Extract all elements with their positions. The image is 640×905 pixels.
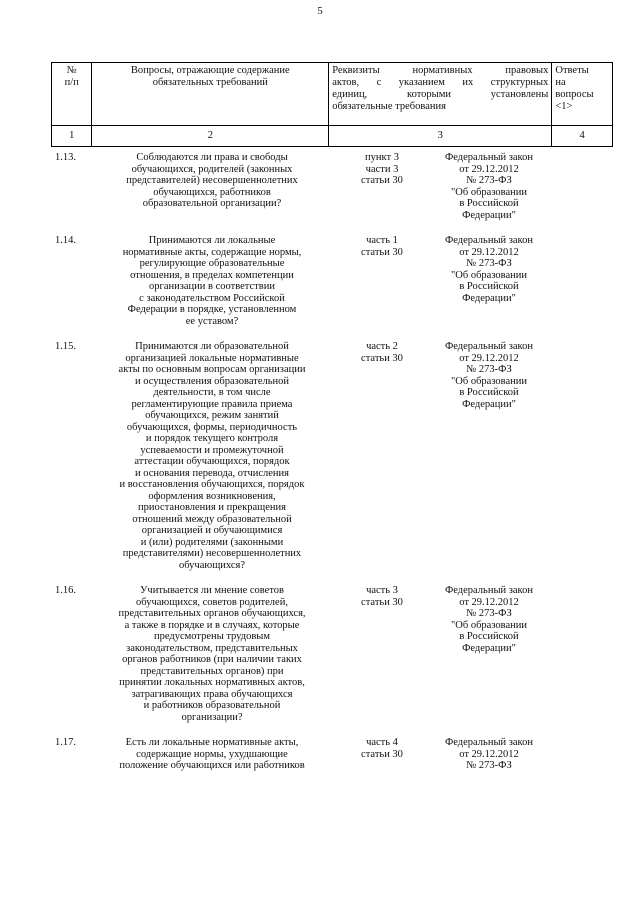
law-citation-line: № 273-ФЗ [466, 760, 512, 771]
question-text-line: и осуществления образовательной [134, 375, 289, 387]
table-row [51, 152, 613, 221]
requirements-table-header [51, 62, 613, 147]
header-col-number [52, 63, 92, 126]
answer-cell [549, 585, 613, 723]
legal-reference-line: статьи 30 [361, 748, 403, 760]
requirements-table-body [51, 152, 613, 772]
question-text-line: с законодательством Российской [139, 292, 285, 304]
row-number: 1.16. [55, 585, 76, 596]
law-citation-line: в Российской [459, 387, 519, 398]
question-text-line: акты по основным вопросам организации [118, 364, 306, 375]
legal-reference-line: пункт 3 [365, 152, 399, 163]
question-text-line: отношения, в пределах компетенции [130, 269, 294, 281]
header-col-requisites-line: актов, с указанием их структурных [332, 77, 549, 88]
answer-cell [549, 152, 613, 221]
legal-reference [329, 585, 429, 723]
question-text-line: законодательством, представительных [126, 642, 298, 654]
question-text-line: представительных органов обучающихся, [118, 608, 306, 619]
law-citation-line: Федеральный закон [444, 341, 533, 352]
question-text-line: предусмотрены трудовым [154, 631, 270, 642]
question-text-line: обучающихся, родителей (законных [131, 163, 293, 175]
legal-reference-line: части 3 [365, 163, 399, 175]
law-citation-line: Федерации" [462, 292, 516, 304]
table-row [51, 341, 613, 571]
question-text-line: организации? [181, 711, 243, 723]
header-col-answers-line: на [555, 77, 566, 88]
legal-reference-line: часть 1 [366, 235, 398, 246]
column-number-4: 4 [552, 126, 613, 147]
question-text-line: Соблюдаются ли права и свободы [136, 152, 288, 163]
question-text-line: затрагивающих права обучающихся [131, 688, 293, 700]
question-text [95, 152, 329, 221]
law-citation [429, 737, 549, 772]
legal-reference [329, 152, 429, 221]
law-citation-line: Федеральный закон [444, 235, 533, 246]
law-citation [429, 235, 549, 327]
question-text-line: аттестации обучающихся, порядок [134, 456, 290, 467]
question-text-line: содержащие нормы, ухудшающие [136, 748, 288, 760]
question-text-line: обучающихся, работников [153, 186, 271, 198]
law-citation-line: от 29.12.2012 [459, 748, 519, 760]
law-citation-line: от 29.12.2012 [459, 352, 519, 364]
answer-cell [549, 235, 613, 327]
question-text-line: и основания перевода, отчисления [135, 467, 289, 479]
question-text-line: и порядок текущего контроля [145, 433, 279, 444]
question-text-line: регулирующие образовательные [139, 258, 285, 269]
law-citation-line: "Об образовании [450, 269, 527, 281]
question-text-line: нормативные акты, содержащие нормы, [122, 246, 302, 258]
question-text-line: Федерации в порядке, установленном [127, 304, 297, 315]
question-text-line: организацией локальные нормативные [125, 352, 299, 364]
question-text-line: Учитывается ли мнение советов [139, 585, 284, 596]
header-col-number-line: № [66, 65, 77, 76]
row-number: 1.15. [55, 341, 76, 352]
law-citation [429, 341, 549, 571]
question-text-line: принятии локальных нормативных актов, [119, 677, 305, 688]
column-number-2: 2 [92, 126, 329, 147]
answer-cell [549, 737, 613, 772]
legal-reference-line: часть 4 [366, 737, 398, 748]
answer-cell [549, 341, 613, 571]
law-citation-line: "Об образовании [450, 619, 527, 631]
question-text-line: обучающихся? [178, 559, 246, 571]
question-text-line: представителями) несовершеннолетних [122, 548, 302, 559]
legal-reference-line: часть 2 [366, 341, 398, 352]
law-citation-line: в Российской [459, 281, 519, 292]
question-text-line: оформления возникновения, [148, 490, 276, 502]
law-citation-line: Федерации" [462, 209, 516, 221]
law-citation-line: № 273-ФЗ [466, 608, 512, 619]
law-citation-line: от 29.12.2012 [459, 246, 519, 258]
question-text-line: успеваемости и промежуточной [140, 444, 284, 456]
question-text-line: положение обучающихся или работников [119, 760, 305, 771]
legal-reference [329, 737, 429, 772]
law-citation-line: Федерации" [462, 398, 516, 410]
row-number: 1.17. [55, 737, 76, 748]
question-text-line: а также в порядке и в случаях, которые [124, 619, 300, 631]
header-col-answers-line: <1> [555, 101, 573, 112]
legal-reference [329, 341, 429, 571]
question-text-line: организацией и обучающимися [141, 525, 283, 536]
question-text-line: обучающихся, режим занятий [145, 410, 279, 421]
legal-reference-line: статьи 30 [361, 352, 403, 364]
header-col-answers-line: вопросы [555, 89, 594, 100]
question-text-line: регламентирующие правила приема [131, 398, 293, 410]
law-citation-line: Федеральный закон [444, 737, 533, 748]
question-text [95, 235, 329, 327]
table-row [51, 235, 613, 327]
law-citation-line: Федеральный закон [444, 585, 533, 596]
question-text-line: обучающихся, советов родителей, [136, 596, 288, 608]
law-citation-line: Федеральный закон [444, 152, 533, 163]
question-text-line: органов работников (при наличии таких [122, 654, 302, 665]
header-col-requisites-line: единиц, которыми установлены [332, 89, 549, 100]
legal-reference-line: статьи 30 [361, 175, 403, 186]
law-citation [429, 585, 549, 723]
table-row [51, 585, 613, 723]
header-col-questions-line: Вопросы, отражающие содержание [130, 65, 290, 76]
legal-reference-line: часть 3 [366, 585, 398, 596]
law-citation-line: в Российской [459, 631, 519, 642]
table-row [51, 737, 613, 772]
law-citation [429, 152, 549, 221]
question-text-line: Есть ли локальные нормативные акты, [125, 737, 299, 748]
page-number: 5 [317, 5, 323, 17]
question-text-line: и работников образовательной [143, 700, 281, 711]
question-text [95, 737, 329, 772]
column-number-1: 1 [52, 126, 92, 147]
question-text-line: и восстановления обучающихся, порядок [119, 479, 305, 490]
question-text-line: деятельности, в том числе [153, 387, 271, 398]
row-number: 1.13. [55, 152, 76, 163]
law-citation-line: "Об образовании [450, 375, 527, 387]
law-citation-line: Федерации" [462, 642, 516, 654]
law-citation-line: от 29.12.2012 [459, 163, 519, 175]
law-citation-line: "Об образовании [450, 186, 527, 198]
header-col-requisites [329, 63, 552, 126]
question-text-line: приостановления и прекращения [138, 502, 286, 513]
question-text-line: организации в соответствии [149, 281, 275, 292]
question-text-line: отношений между образовательной [132, 513, 292, 525]
header-col-requisites-line: обязательные требования [332, 101, 446, 112]
legal-reference-line: статьи 30 [361, 596, 403, 608]
question-text-line: Принимаются ли образовательной [135, 341, 289, 352]
row-number: 1.14. [55, 235, 76, 246]
question-text-line: и (или) родителями (законными [140, 536, 284, 548]
law-citation-line: № 273-ФЗ [466, 175, 512, 186]
header-col-answers-line: Ответы [555, 65, 589, 76]
header-col-questions [92, 63, 329, 126]
column-number-3: 3 [329, 126, 552, 147]
question-text-line: представительных органов) при [140, 665, 284, 677]
question-text-line: ее уставом? [185, 315, 239, 327]
header-col-number-line: п/п [64, 77, 79, 88]
question-text-line: Принимаются ли локальные [148, 235, 276, 246]
law-citation-line: от 29.12.2012 [459, 596, 519, 608]
question-text [95, 341, 329, 571]
header-col-questions-line: обязательных требований [152, 77, 268, 88]
legal-reference [329, 235, 429, 327]
question-text-line: представителей) несовершеннолетних [126, 175, 298, 186]
question-text [95, 585, 329, 723]
law-citation-line: в Российской [459, 198, 519, 209]
header-col-answers [552, 63, 613, 126]
question-text-line: образовательной организации? [142, 198, 282, 209]
law-citation-line: № 273-ФЗ [466, 258, 512, 269]
question-text-line: обучающихся, формы, периодичность [126, 421, 298, 433]
law-citation-line: № 273-ФЗ [466, 364, 512, 375]
header-col-requisites-line: Реквизиты нормативных правовых [332, 65, 549, 76]
legal-reference-line: статьи 30 [361, 246, 403, 258]
